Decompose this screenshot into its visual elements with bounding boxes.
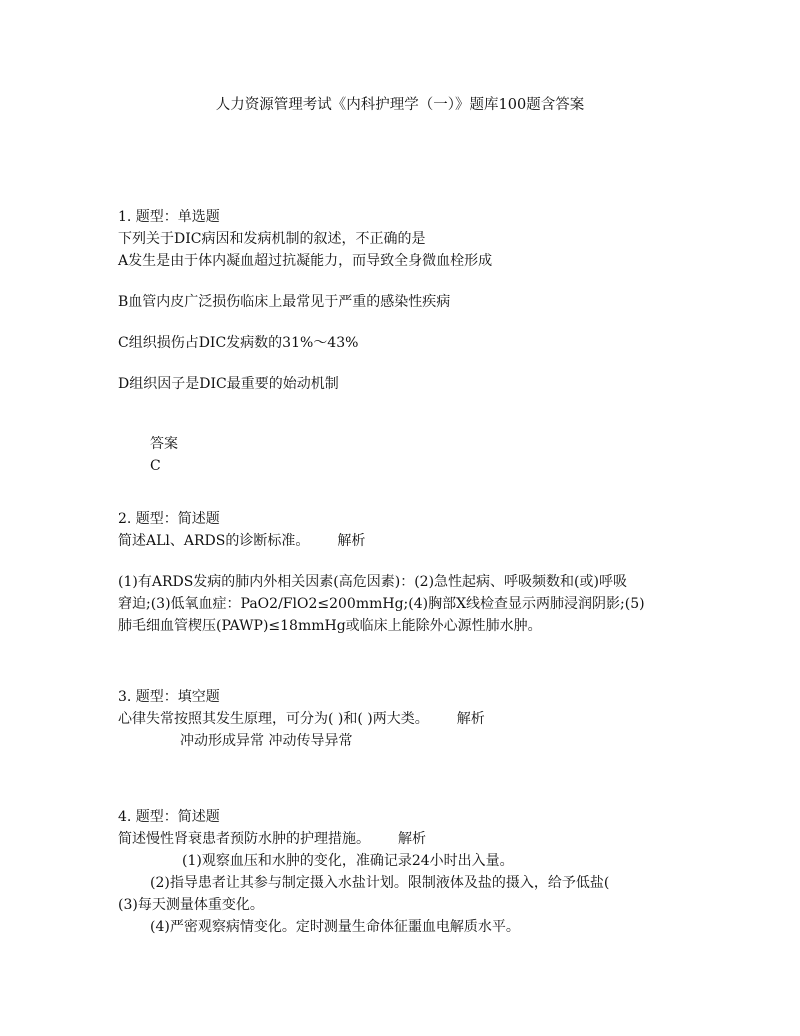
question-1-answer-value: C [150,458,161,474]
question-2-analysis-line-1: (1)有ARDS发病的肺内外相关因素(高危因素)：(2)急性起病、呼吸频数和(或)呼吸 [118,574,627,590]
question-1 [118,206,690,477]
question-3-answer: 冲动形成异常 冲动传导异常 [180,733,353,749]
question-1-header: 1. 题型：单选题 [118,209,220,225]
spacer [118,395,690,433]
question-4-item-3: (3)每天测量体重变化。 [118,897,264,913]
question-3 [118,686,690,752]
question-4-item-1: (1)观察血压和水肿的变化，准确记录24小时出入量。 [182,853,514,869]
question-3-stem-row [118,708,690,730]
spacer [118,354,690,373]
question-1-stem: 下列关于DIC病因和发病机制的叙述，不正确的是 [118,231,426,247]
question-2 [118,508,690,637]
question-4-header: 4. 题型：简述题 [118,809,220,825]
question-1-option-d: D组织因子是DIC最重要的始动机制 [118,376,339,392]
question-2-stem-row [118,530,690,552]
question-2-analysis-line-2: 窘迫;(3)低氧血症：PaO2/FlO2≤200mmHg;(4)胸部X线检查显示两肺浸润阴影;(5) [118,596,645,612]
question-4-analysis-label: 解析 [398,831,426,847]
question-2-stem: 简述ALl、ARDS的诊断标准。 [118,533,310,549]
question-2-header: 2. 题型：简述题 [118,511,220,527]
question-2-analysis-line-3: 肺毛细血管楔压(PAWP)≤18mmHg或临床上能除外心源性肺水肿。 [118,618,542,634]
spacer [118,552,690,571]
question-1-answer-label: 答案 [150,436,178,452]
question-1-option-a: A发生是由于体内凝血超过抗凝能力，而导致全身微血栓形成 [118,253,493,269]
question-2-analysis-label: 解析 [337,533,366,549]
question-3-analysis-label: 解析 [456,711,485,727]
question-4-item-2: (2)指导患者让其参与制定摄入水盐计划。限制液体及盐的摄入，给予低盐( [150,875,610,891]
spacer [118,313,690,332]
document-title: 人力资源管理考试《内科护理学（一）》题库100题含答案 [215,97,585,113]
question-4 [118,806,690,938]
question-4-item-4: (4)严密观察病情变化。定时测量生命体征噩血电解质水平。 [150,919,520,935]
question-3-stem: 心律失常按照其发生原理，可分为( )和( )两大类。 [118,711,429,727]
question-4-stem-row [118,828,690,850]
spacer [118,272,690,291]
question-1-option-b: B血管内皮广泛损伤临床上最常见于严重的感染性疾病 [118,294,451,310]
question-4-stem: 简述慢性肾衰患者预防水肿的护理措施。 [118,831,370,847]
question-3-header: 3. 题型：填空题 [118,689,220,705]
question-1-option-c: C组织损伤占DIC发病数的31%～43% [118,335,359,351]
